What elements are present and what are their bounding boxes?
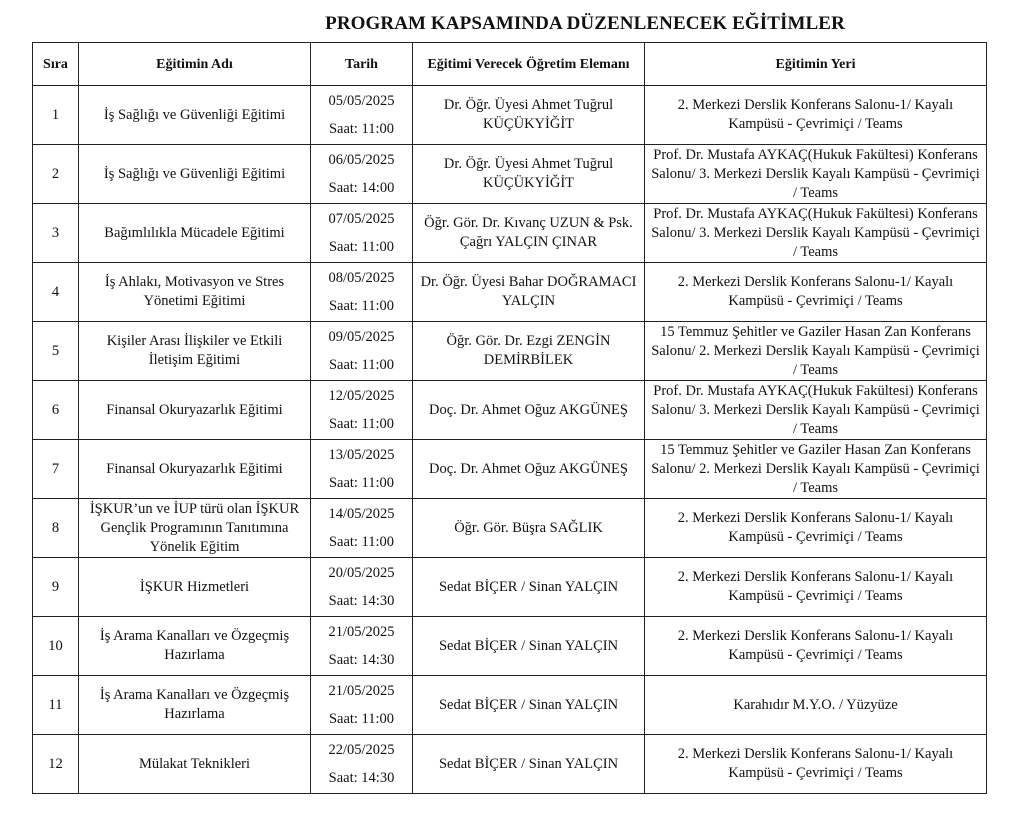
date-cell <box>311 381 413 440</box>
date-cell <box>311 440 413 499</box>
row-number: 12 <box>33 735 79 794</box>
training-location: Prof. Dr. Mustafa AYKAÇ(Hukuk Fakültesi) Konferans Salonu/ 3. Merkezi Derslik Kayalı Kampüsü - Çevrimiçi / Teams <box>645 381 987 440</box>
training-name: İş Ahlakı, Motivasyon ve Stres Yönetimi Eğitimi <box>79 263 311 322</box>
training-time: Saat: 11:00 <box>328 475 395 491</box>
header-training-name: Eğitimin Adı <box>79 43 311 86</box>
date-cell <box>311 735 413 794</box>
training-location: 2. Merkezi Derslik Konferans Salonu-1/ Kayalı Kampüsü - Çevrimiçi / Teams <box>645 499 987 558</box>
training-time: Saat: 11:00 <box>328 239 395 255</box>
row-number: 3 <box>33 204 79 263</box>
training-location: 2. Merkezi Derslik Konferans Salonu-1/ Kayalı Kampüsü - Çevrimiçi / Teams <box>645 735 987 794</box>
training-name: İş Arama Kanalları ve Özgeçmiş Hazırlama <box>79 617 311 676</box>
date-cell <box>311 499 413 558</box>
row-number: 5 <box>33 322 79 381</box>
table-row <box>33 86 987 145</box>
row-number: 11 <box>33 676 79 735</box>
table-row <box>33 322 987 381</box>
training-date: 09/05/2025 <box>328 329 395 345</box>
date-cell <box>311 558 413 617</box>
header-sira: Sıra <box>33 43 79 86</box>
table-row <box>33 145 987 204</box>
training-date: 21/05/2025 <box>328 624 395 640</box>
training-date: 07/05/2025 <box>328 211 395 227</box>
table-row <box>33 204 987 263</box>
instructor: Doç. Dr. Ahmet Oğuz AKGÜNEŞ <box>413 440 645 499</box>
instructor: Sedat BİÇER / Sinan YALÇIN <box>413 676 645 735</box>
date-cell <box>311 145 413 204</box>
training-time: Saat: 11:00 <box>328 357 395 373</box>
training-name: İŞKUR Hizmetleri <box>79 558 311 617</box>
training-time: Saat: 14:30 <box>328 593 395 609</box>
training-program-table <box>32 42 987 794</box>
table-row <box>33 676 987 735</box>
training-date: 14/05/2025 <box>328 506 395 522</box>
training-name: İş Sağlığı ve Güvenliği Eğitimi <box>79 86 311 145</box>
training-time: Saat: 11:00 <box>328 416 395 432</box>
training-time: Saat: 14:00 <box>328 180 395 196</box>
table-row <box>33 499 987 558</box>
date-cell <box>311 263 413 322</box>
training-location: 2. Merkezi Derslik Konferans Salonu-1/ Kayalı Kampüsü - Çevrimiçi / Teams <box>645 263 987 322</box>
training-name: İŞKUR’un ve İUP türü olan İŞKUR Gençlik Programının Tanıtımına Yönelik Eğitim <box>79 499 311 558</box>
training-date: 22/05/2025 <box>328 742 395 758</box>
instructor: Dr. Öğr. Üyesi Bahar DOĞRAMACI YALÇIN <box>413 263 645 322</box>
training-date: 13/05/2025 <box>328 447 395 463</box>
training-name: İş Sağlığı ve Güvenliği Eğitimi <box>79 145 311 204</box>
training-location: Karahıdır M.Y.O. / Yüzyüze <box>645 676 987 735</box>
instructor: Öğr. Gör. Büşra SAĞLIK <box>413 499 645 558</box>
row-number: 7 <box>33 440 79 499</box>
instructor: Doç. Dr. Ahmet Oğuz AKGÜNEŞ <box>413 381 645 440</box>
training-date: 21/05/2025 <box>328 683 395 699</box>
row-number: 1 <box>33 86 79 145</box>
training-date: 20/05/2025 <box>328 565 395 581</box>
row-number: 2 <box>33 145 79 204</box>
table-row <box>33 381 987 440</box>
header-date: Tarih <box>311 43 413 86</box>
date-cell <box>311 86 413 145</box>
instructor: Sedat BİÇER / Sinan YALÇIN <box>413 735 645 794</box>
training-location: Prof. Dr. Mustafa AYKAÇ(Hukuk Fakültesi) Konferans Salonu/ 3. Merkezi Derslik Kayalı Kampüsü - Çevrimiçi / Teams <box>645 204 987 263</box>
instructor: Dr. Öğr. Üyesi Ahmet Tuğrul KÜÇÜKYİĞİT <box>413 145 645 204</box>
date-cell <box>311 617 413 676</box>
table-row <box>33 617 987 676</box>
row-number: 4 <box>33 263 79 322</box>
training-location: 2. Merkezi Derslik Konferans Salonu-1/ Kayalı Kampüsü - Çevrimiçi / Teams <box>645 86 987 145</box>
training-time: Saat: 14:30 <box>328 770 395 786</box>
row-number: 9 <box>33 558 79 617</box>
training-time: Saat: 14:30 <box>328 652 395 668</box>
instructor: Dr. Öğr. Üyesi Ahmet Tuğrul KÜÇÜKYİĞİT <box>413 86 645 145</box>
training-time: Saat: 11:00 <box>328 711 395 727</box>
training-name: Kişiler Arası İlişkiler ve Etkili İletişim Eğitimi <box>79 322 311 381</box>
document-title: PROGRAM KAPSAMINDA DÜZENLENECEK EĞİTİMLER <box>325 13 845 34</box>
training-location: 2. Merkezi Derslik Konferans Salonu-1/ Kayalı Kampüsü - Çevrimiçi / Teams <box>645 558 987 617</box>
table-row <box>33 263 987 322</box>
training-location: 15 Temmuz Şehitler ve Gaziler Hasan Zan Konferans Salonu/ 2. Merkezi Derslik Kayalı Kampüsü - Çevrimiçi / Teams <box>645 440 987 499</box>
instructor: Öğr. Gör. Dr. Kıvanç UZUN & Psk. Çağrı YALÇIN ÇINAR <box>413 204 645 263</box>
training-name: Bağımlılıkla Mücadele Eğitimi <box>79 204 311 263</box>
training-name: İş Arama Kanalları ve Özgeçmiş Hazırlama <box>79 676 311 735</box>
training-name: Mülakat Teknikleri <box>79 735 311 794</box>
instructor: Sedat BİÇER / Sinan YALÇIN <box>413 558 645 617</box>
training-date: 12/05/2025 <box>328 388 395 404</box>
table-row <box>33 735 987 794</box>
training-date: 05/05/2025 <box>328 93 395 109</box>
instructor: Öğr. Gör. Dr. Ezgi ZENGİN DEMİRBİLEK <box>413 322 645 381</box>
date-cell <box>311 676 413 735</box>
header-instructor: Eğitimi Verecek Öğretim Elemanı <box>413 43 645 86</box>
training-time: Saat: 11:00 <box>328 121 395 137</box>
table-body <box>33 86 987 794</box>
training-time: Saat: 11:00 <box>328 298 395 314</box>
row-number: 6 <box>33 381 79 440</box>
training-date: 08/05/2025 <box>328 270 395 286</box>
date-cell <box>311 322 413 381</box>
table-header-row <box>33 43 987 86</box>
header-location: Eğitimin Yeri <box>645 43 987 86</box>
training-location: Prof. Dr. Mustafa AYKAÇ(Hukuk Fakültesi) Konferans Salonu/ 3. Merkezi Derslik Kayalı Kampüsü - Çevrimiçi / Teams <box>645 145 987 204</box>
table-row <box>33 558 987 617</box>
row-number: 10 <box>33 617 79 676</box>
training-location: 2. Merkezi Derslik Konferans Salonu-1/ Kayalı Kampüsü - Çevrimiçi / Teams <box>645 617 987 676</box>
instructor: Sedat BİÇER / Sinan YALÇIN <box>413 617 645 676</box>
training-location: 15 Temmuz Şehitler ve Gaziler Hasan Zan Konferans Salonu/ 2. Merkezi Derslik Kayalı Kampüsü - Çevrimiçi / Teams <box>645 322 987 381</box>
training-name: Finansal Okuryazarlık Eğitimi <box>79 381 311 440</box>
training-time: Saat: 11:00 <box>328 534 395 550</box>
training-date: 06/05/2025 <box>328 152 395 168</box>
training-name: Finansal Okuryazarlık Eğitimi <box>79 440 311 499</box>
row-number: 8 <box>33 499 79 558</box>
date-cell <box>311 204 413 263</box>
table-row <box>33 440 987 499</box>
